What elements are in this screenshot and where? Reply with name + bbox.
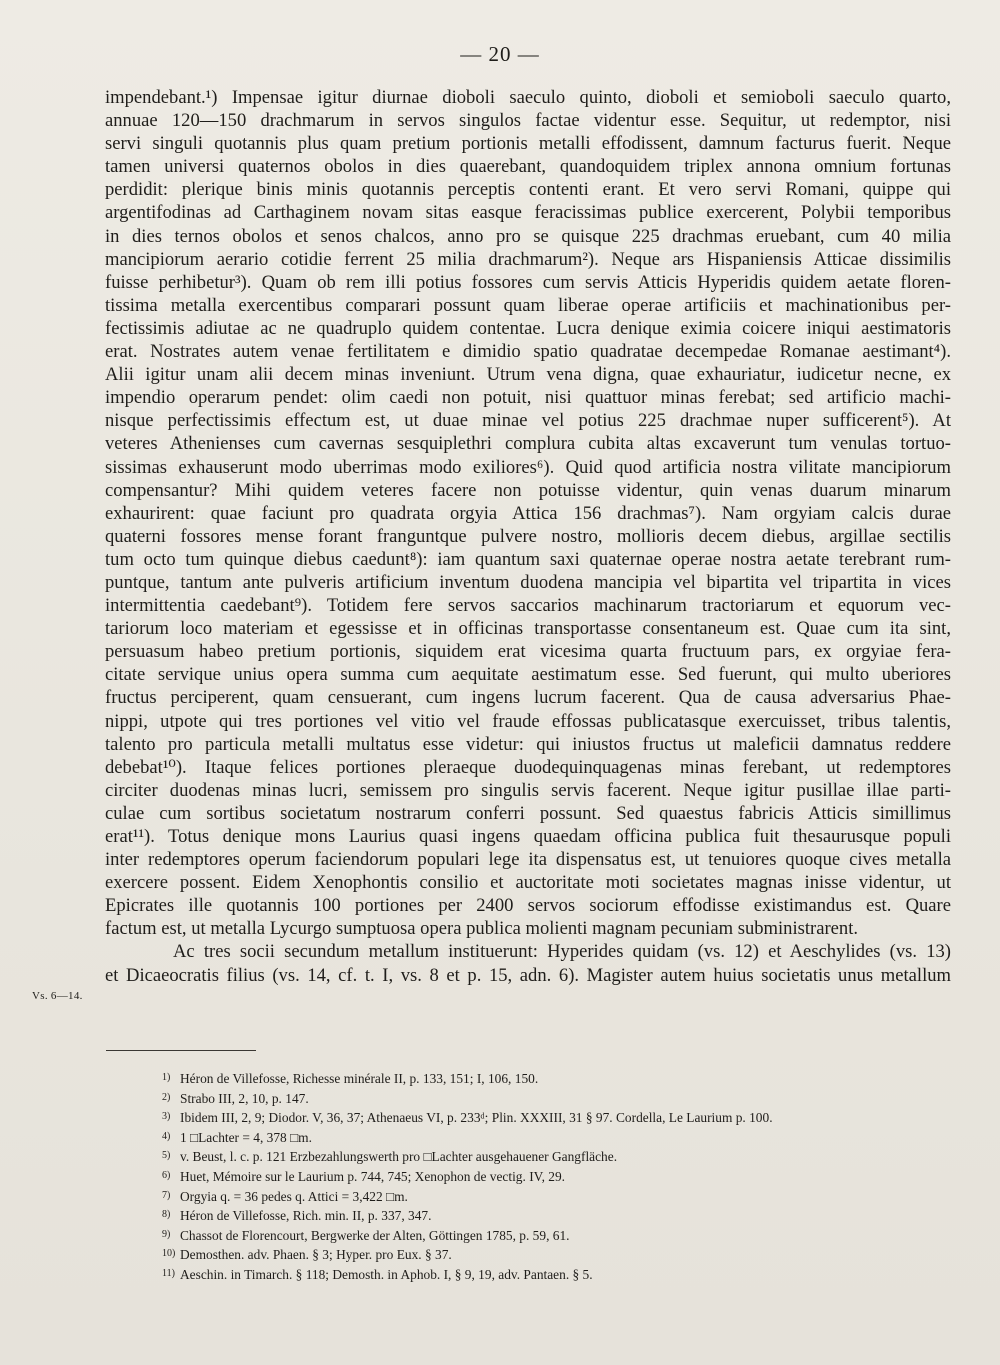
text-line: puntque, tantum ante pulveris artificium inventum duodena mancipia vel bipartita vel tripartita in vices (105, 571, 951, 593)
footnote-number: 2) (162, 1091, 171, 1103)
footnote-text: Huet, Mémoire sur le Laurium p. 744, 745; Xenophon de vectig. IV, 29. (180, 1168, 566, 1184)
text-line: inter redemptores operum faciendorum populari lege ita dispensatus est, ut tenuiores quoque cives metalla (105, 849, 951, 871)
text-line: Epicrates ille quotannis 100 portiones per 2400 servos sociorum effodisse existimandus est. Quare (105, 895, 951, 917)
text-line: quaterni fossores mense forant franguntque pulvere nostro, mollioris decem diebus, argillae sectilis (105, 525, 951, 547)
text-line: mancipiorum aerario cotidie ferrent 25 milia drachmarum²). Neque ars Hispaniensis Atticae dissimilis (105, 248, 951, 270)
footnote (162, 1127, 962, 1147)
footnote-number: 5) (162, 1150, 171, 1162)
text-line: culae cum sortibus societatum nostrarum conferri possunt. Sed quaestus fabricis Atticis simillimus (105, 802, 951, 824)
text-line: intermittentia caedebant⁹). Totidem fere servos saccarios machinarum tractoriarum et equorum vec- (105, 595, 951, 617)
margin-note: Vs. 6—14. (32, 990, 83, 1002)
footnote (162, 1107, 962, 1127)
footnote-number: 6) (162, 1169, 171, 1181)
footnote-text: Héron de Villefosse, Richesse minérale II, p. 133, 151; I, 106, 150. (180, 1071, 539, 1086)
footnote (162, 1225, 962, 1245)
text-line: perdidit: plerique binis minis quotannis perceptis contenti erant. Et vero servi Romani, quippe qui (105, 179, 951, 201)
footnote (162, 1068, 962, 1088)
footnote-number: 8) (162, 1209, 171, 1221)
footnote-text: v. Beust, l. c. p. 121 Erzbezahlungswerth pro □Lachter ausgehauener Gangfläche. (180, 1149, 618, 1165)
text-line: citate servique unius opera summa cum aequitate aestimatum esse. Sed fuerunt, qui multo uberiores (105, 664, 951, 686)
text-line: nippi, utpote qui tres portiones vel vitio vel fraude effossas publicatasque exercuisset, tribus talentis, (105, 710, 951, 732)
footnote-number: 7) (162, 1189, 171, 1201)
footnote (162, 1186, 962, 1206)
main-text (105, 86, 951, 987)
text-line: factum est, ut metalla Lycurgo sumptuosa opera publica molienti magnam pecuniam subministrarent. (105, 918, 859, 940)
footnote-text: Ibidem III, 2, 9; Diodor. V, 36, 37; Athenaeus VI, p. 233ᵈ; Plin. XXXIII, 31 § 97. Cordella, Le Laurium p. 100. (180, 1110, 773, 1126)
footnote (162, 1166, 962, 1186)
text-line: nisque perfectissimis effectum est, ut duae minae vel potius 225 drachmae nuper sufficerent⁵). At (105, 410, 951, 432)
text-line: debebat¹⁰). Itaque felices portiones pleraeque duodequinquagenas minas ferebant, ut redemptores (105, 756, 951, 778)
text-line: argentifodinas ad Carthaginem novam sitas easque feracissimas publice exercerent, Polybii temporibus (105, 202, 951, 224)
text-line: tum octo tum quinque diebus caedunt⁸): iam quantum saxi quaternae operae nostra aetate terebrant rum- (105, 548, 951, 570)
text-line: circiter duodenas minas lucri, semissem pro singulis servis facerent. Neque igitur pusillae illae parti- (105, 779, 951, 801)
text-line: Alii igitur unam alii decem minas inveniunt. Utrum vena digna, quae exhauriatur, iudicetur necne, ex (105, 364, 951, 386)
text-line: erat¹¹). Totus denique mons Laurius quasi ingens quaedam officina publica fuit thesaurusque populi (105, 826, 951, 847)
footnote-number: 10) (162, 1248, 176, 1260)
footnote-text: Strabo III, 2, 10, p. 147. (180, 1090, 309, 1106)
footnote-number: 4) (162, 1130, 171, 1142)
text-line: veteres Athenienses cum cavernas sesquiplethri complura cubita altas excaverunt tum venulas tortuo- (105, 433, 951, 455)
text-line: exercere possent. Eidem Xenophontis consilio et auctoritate moti societates magnas inisse videntur, ut (105, 872, 951, 894)
footnote (162, 1146, 962, 1166)
text-line: et Dicaeocratis filius (vs. 14, cf. t. I, vs. 8 et p. 15, adn. 6). Magister autem huius societatis unus metallum (105, 964, 951, 986)
text-line: tissima metalla exercentibus comparari possunt quam liberae operae artificiis et machinationibus per- (105, 294, 951, 316)
text-line: compensantur? Mihi quidem veteres facere non potuisse videntur, quin venas duarum minarum (105, 479, 951, 501)
footnote (162, 1205, 962, 1225)
text-line: annuae 120—150 drachmarum in servos singulos factae videntur esse. Sequitur, ut redemptor, nisi (105, 110, 951, 132)
footnote (162, 1088, 962, 1108)
footnote-text: 1 □Lachter = 4, 378 □m. (180, 1129, 312, 1145)
footnote-text: Demosthen. adv. Phaen. § 3; Hyper. pro Eux. § 37. (180, 1247, 452, 1263)
text-line: sissimas exhauserunt modo uberrimas modo exiliores⁶). Quid quod artificia nostra vilitate mancipiorum (105, 456, 951, 478)
text-line: fectissimis adiutae ac ne quadruplo quidem contentae. Lucra denique eximia coicere iniqui aestimatoris (105, 317, 951, 339)
footnotes (162, 1068, 962, 1284)
text-line: impendio operarum pendet: olim caedi non potuit, nisi quattuor minas ferebat; sed artificio machi- (105, 387, 951, 409)
footnote (162, 1244, 962, 1264)
text-line: fuisse perhibetur³). Quam ob rem illi potius fossores cum servis Atticis Hyperidis quidem aetate floren- (105, 271, 951, 293)
footnote-number: 3) (162, 1111, 171, 1123)
text-line: exhaurirent: quae faciunt pro quadrata orgyia Attica 156 drachmas⁷). Nam orgyiam calcis durae (105, 502, 951, 524)
text-line: persuasum habeo pretium portionis, siquidem erat vicesima quarta fructuum pars, ex orgyiae fera- (105, 641, 951, 663)
footnote (162, 1264, 962, 1284)
footnote-text: Orgyia q. = 36 pedes q. Attici = 3,422 □m. (180, 1188, 408, 1204)
text-line: erat. Nostrates autem venae fertilitatem e dimidio spatio quadratae decempedae Romanae aestimant⁴). (105, 341, 951, 363)
page-number: — 20 — (460, 42, 540, 66)
footnote-text: Héron de Villefosse, Rich. min. II, p. 337, 347. (180, 1208, 432, 1224)
text-line: Ac tres socii secundum metallum instituerunt: Hyperides quidam (vs. 12) et Aeschylides (vs. 13) (173, 941, 951, 963)
footnote-text: Aeschin. in Timarch. § 118; Demosth. in Aphob. I, § 9, 19, adv. Pantaen. § 5. (180, 1266, 593, 1282)
footnote-number: 9) (162, 1228, 171, 1240)
footnote-rule (106, 1050, 256, 1051)
text-line: impendebant.¹) Impensae igitur diurnae dioboli saeculo quinto, dioboli et semioboli saeculo quarto, (105, 87, 951, 108)
text-line: tamen universi quaternos obolos in dies quaerebant, quandoquidem triplex annona omnium fortunas (105, 156, 951, 178)
text-line: fructus perciperent, quam censuerant, cum ingens lucrum facerent. Qua de causa adversarius Phae- (105, 687, 951, 709)
footnote-number: 11) (162, 1267, 175, 1279)
text-line: tariorum loco materiam et egessisse et in officinas transportasse consentaneum est. Quae cum ita sint, (105, 618, 951, 640)
footnote-number: 1) (162, 1072, 171, 1083)
text-line: talento pro particula metalli multatus esse videtur: qui iniustos fructus ut maleficii damnatus reddere (105, 733, 951, 755)
text-line: in dies ternos obolos et senos chalcos, anno pro se quisque 225 drachmas eruebant, cum 40 milia (105, 225, 951, 247)
text-line: servi singuli quotannis plus quam pretium portionis metalli effodissent, damnum facturus fuerit. Neque (105, 133, 951, 155)
footnote-text: Chassot de Florencourt, Bergwerke der Alten, Göttingen 1785, p. 59, 61. (180, 1227, 570, 1243)
